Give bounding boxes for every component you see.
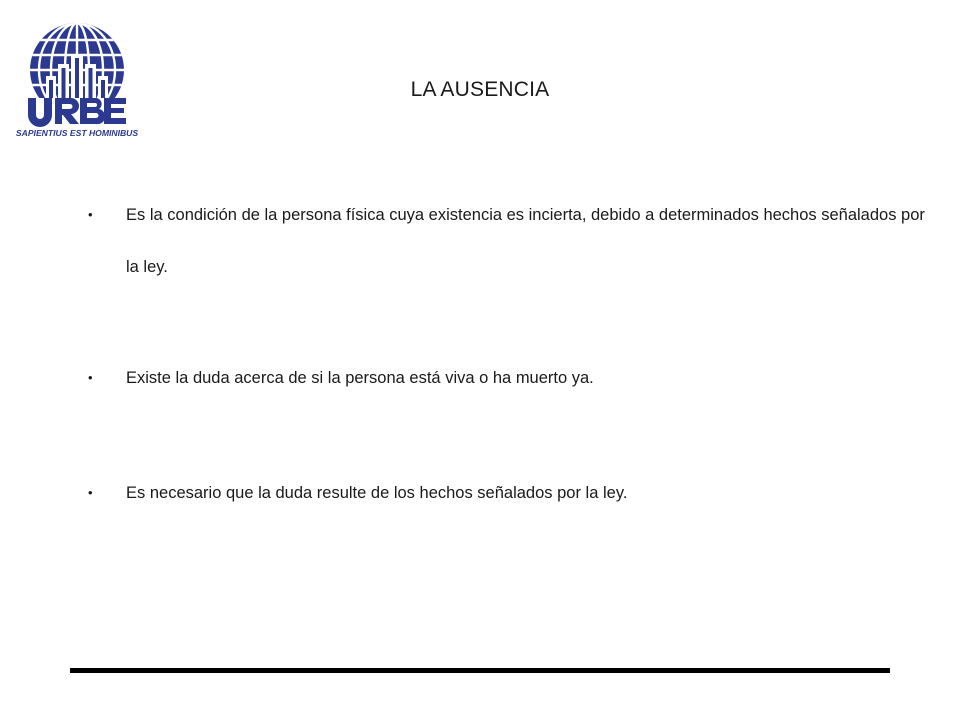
bullet-text: Es necesario que la duda resulte de los hechos señalados por la ley. (126, 484, 628, 502)
logo-motto: SAPIENTIUS EST HOMINIBUS (15, 128, 139, 138)
bullet-item (88, 365, 926, 391)
bullet-icon: • (88, 485, 93, 500)
footer-divider (70, 668, 890, 673)
slide-title-text: LA AUSENCIA (410, 78, 550, 101)
bullet-icon: • (88, 207, 93, 222)
bullet-item (88, 480, 926, 506)
bullet-icon: • (88, 370, 93, 385)
bullet-text: Existe la duda acerca de si la persona está viva o ha muerto ya. (126, 369, 594, 387)
bullet-text: Es la condición de la persona física cuya existencia es incierta, debido a determinados hechos señalados por la ley. (126, 206, 925, 276)
slide-title (0, 78, 960, 102)
bullet-item (88, 202, 926, 293)
